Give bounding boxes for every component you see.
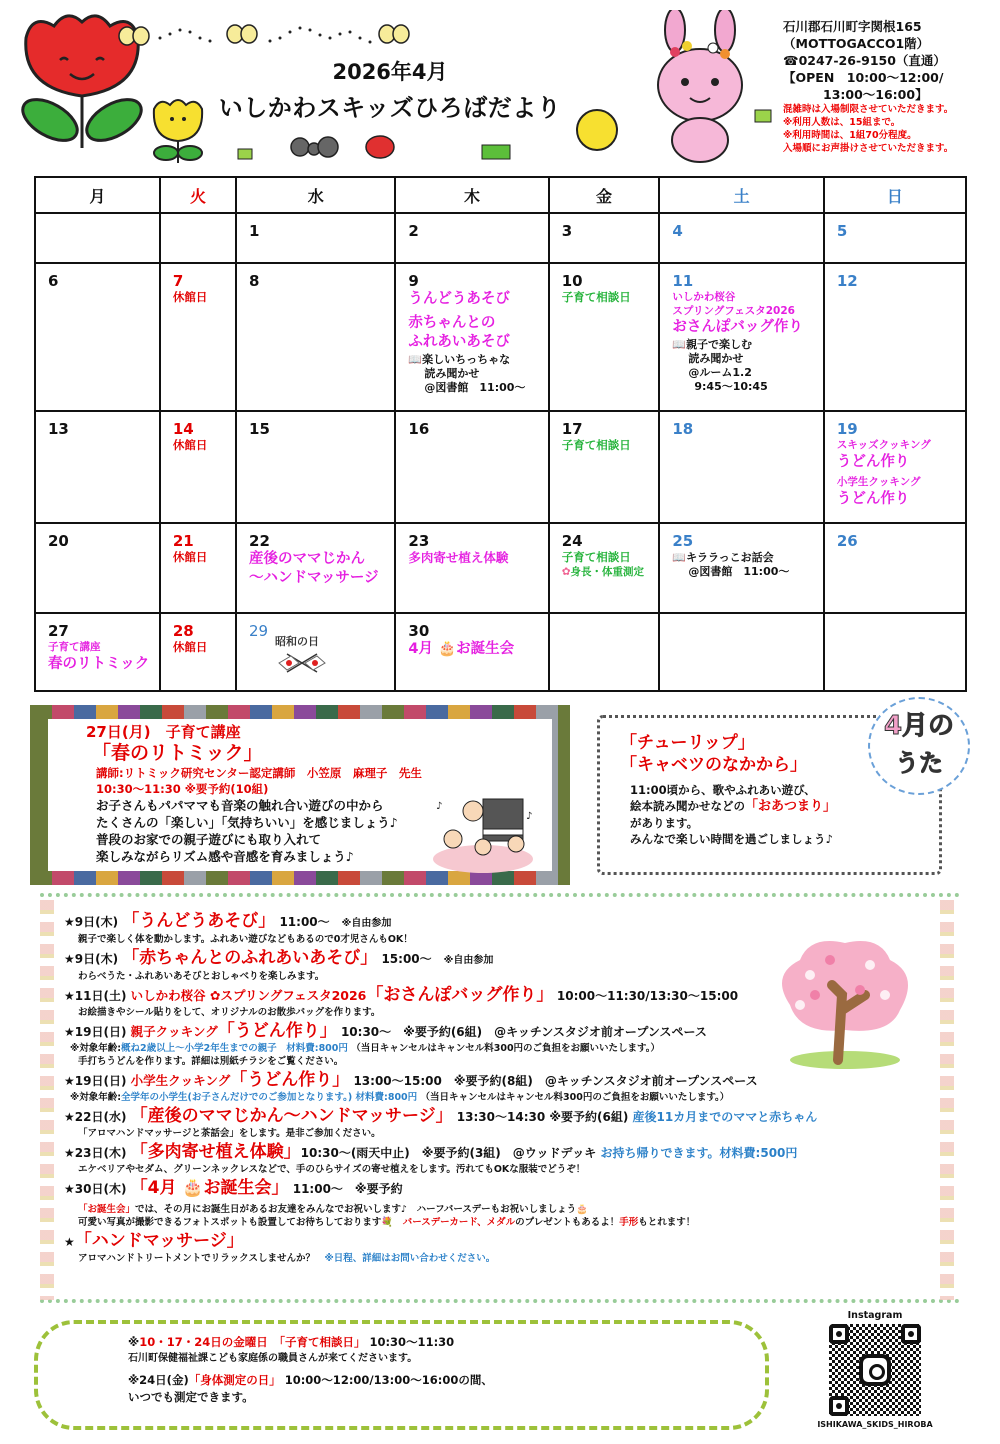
day-cell-25: 25 📖キララっこお話会 @図書館 11:00～ — [659, 523, 823, 613]
rhythmic-date: 27日(月) 子育て講座 — [86, 723, 241, 741]
svg-text:♪: ♪ — [436, 801, 443, 812]
day-cell-2: 2 — [395, 213, 548, 263]
day-cell-26: 26 — [824, 523, 966, 613]
rhythmic-body-1: お子さんもパパママも音楽の触れ合い遊びの中から — [96, 798, 384, 813]
weekday-fri: 金 — [549, 177, 660, 213]
rhythmic-body-2: たくさんの「楽しい」「気持ちいい」を感じましょう♪ — [96, 815, 398, 830]
song-text-1: 11:00頃から、歌やふれあい遊び、 — [630, 783, 816, 797]
song-1: 「チューリップ」 — [620, 733, 755, 753]
event-title: 「ハンドマッサージ」 — [74, 1231, 244, 1251]
day-cell-11: 11 いしかわ桜谷 スプリングフェスタ2026 おさんぽバッグ作り 📖親子で楽しむ 読み聞かせ @ルーム1.2 9:45～10:45 — [659, 263, 823, 411]
calendar-table — [34, 176, 967, 692]
event-undou-asobi: うんどうあそび — [408, 291, 510, 307]
week-row — [35, 411, 966, 523]
rhythmic-instructor: 講師:リトミック研究センター認定講師 小笠原 麻理子 先生 — [96, 766, 422, 780]
event-title: 「うどん作り」 — [217, 1021, 337, 1041]
rhythmic-body-4: 楽しみながらリズム感や音感を育みましょう♪ — [96, 849, 354, 864]
event-walk-bag: おさんぽバッグ作り — [672, 319, 803, 335]
instagram-label: Instagram — [847, 1310, 903, 1321]
day-cell-8: 8 — [236, 263, 395, 411]
event-item: ★30日(木) 「4月 🎂お誕生会」 11:00～ ※要予約 「お誕生会」では、その月にお誕生日があるお友達をみんなでお祝いします♪ ハーフバースデーもお祝いしましょう🎂 可愛い写真が撮影できるフォトスポットも設置してお待ちしております💐 バースデーカード、メダルのプレゼントもあるよ！手形もとれます！ — [64, 1178, 696, 1228]
day-cell-1: 1 — [236, 213, 395, 263]
newsletter-title: いしかわスキッズひろばだより — [218, 94, 562, 122]
rabbit-border-right — [940, 900, 954, 1300]
event-title: 「産後のママじかん～ハンドマッサージ」 — [130, 1106, 453, 1126]
week-row — [35, 523, 966, 613]
cake-icon: 🎂 — [438, 641, 457, 657]
day-cell-27: 27 子育て講座 春のリトミック — [35, 613, 160, 691]
weekday-mon: 月 — [35, 177, 160, 213]
weekday-sun: 日 — [824, 177, 966, 213]
day-cell-3: 3 — [549, 213, 660, 263]
day-cell-18: 18 — [659, 411, 823, 523]
day-cell-12: 12 — [824, 263, 966, 411]
event-item: ★19日(日) 親子クッキング「うどん作り」 10:30～ ※要予約(6組) @キッチンスタジオ前オープンスペース ※対象年齢:概ね2歳以上～小学2年生までの親子 材料費:800円 （当日キャンセルはキャンセル料300円のご負担をお願いいたします。） 手打ちうどんを作ります。詳細は別紙チラシをご覧ください。 — [64, 1021, 707, 1067]
rhythmic-time: 10:30～11:30 ※要予約(10組) — [96, 782, 269, 796]
piano-kids-illustration — [428, 789, 538, 875]
event-title: 「うどん作り」 — [230, 1070, 350, 1090]
event-item: ★9日(木) 「赤ちゃんとのふれあいあそび」 15:00～ ※自由参加 わらべうた・ふれあいあそびとおしゃべりを楽しみます。 — [64, 948, 494, 982]
day-cell-empty — [549, 613, 660, 691]
weekday-wed: 水 — [236, 177, 395, 213]
day-cell-empty — [659, 613, 823, 691]
day-cell-28: 28 休館日 — [160, 613, 236, 691]
japan-flags-icon — [277, 652, 327, 674]
song-text-3: があります。 — [630, 816, 699, 830]
day-cell-4: 4 — [659, 213, 823, 263]
day-cell-16: 16 — [395, 411, 548, 523]
weekday-tue: 火 — [160, 177, 236, 213]
day-cell-22: 22 産後のママじかん ～ハンドマッサージ — [236, 523, 395, 613]
event-item: ★11日(土) いしかわ桜谷 ✿スプリングフェスタ2026「おさんぽバッグ作り」 10:00～11:30/13:30～15:00 お絵描きやシール貼りをして、オリジナルのお散歩バッグを作ります。 — [64, 985, 739, 1018]
day-cell-empty — [824, 613, 966, 691]
rhythmic-body-3: 普段のお家での親子遊びにも取り入れて — [96, 832, 322, 847]
day-cell-empty — [35, 213, 160, 263]
song-text-2: 絵本読み聞かせなどの「おあつまり」 — [630, 799, 837, 814]
event-item: ★23日(木) 「多肉寄せ植え体験」10:30～(雨天中止) ※要予約(3組) @ウッドデッキ お持ち帰りできます。材料費:500円 エケベリアやセダム、グリーンネックレスなどで、手のひらサイズの寄せ植えをします。汚れてもOKな服装でどうぞ！ — [64, 1142, 798, 1175]
day-cell-6: 6 — [35, 263, 160, 411]
rhythmic-workshop-box — [30, 705, 570, 885]
closed-label: 休館日 — [172, 290, 208, 304]
event-item: ★22日(水) 「産後のママじかん～ハンドマッサージ」 13:30～14:30 ※要予約(6組) 産後11カ月までのママと赤ちゃん 「アロマハンドマッサージと茶話会」をします。是非ご参加ください。 — [64, 1106, 818, 1139]
event-item: ★9日(木) 「うんどうあそび」 11:00～ ※自由参加 親子で楽しく体を動かします。ふれあい遊びなどもあるので0才児さんもOK！ — [64, 911, 413, 945]
butterflies-dotted-line — [115, 8, 415, 48]
day-cell-19: 19 スキッズクッキング うどん作り 小学生クッキング うどん作り — [824, 411, 966, 523]
weekday-thu: 木 — [395, 177, 548, 213]
day-cell-20: 20 — [35, 523, 160, 613]
notice-1: 混雑時は入場制限させていただきます。 — [783, 104, 954, 115]
newsletter-month: 2026年4月 — [332, 60, 448, 84]
opening-hours-1: 【OPEN 10:00～12:00/ — [783, 70, 944, 85]
day-cell-14: 14 休館日 — [160, 411, 236, 523]
event-title: 「おさんぽバッグ作り」 — [366, 985, 545, 1005]
book-icon: 📖 — [672, 551, 687, 564]
building: （MOTTOGACCO1階） — [783, 36, 930, 51]
instagram-icon — [859, 1354, 891, 1386]
day-cell-empty — [160, 213, 236, 263]
instagram-handle: ISHIKAWA_SKIDS_HIROBA — [817, 1420, 933, 1429]
week-row — [35, 263, 966, 411]
consultation-detail: 石川町保健福祉課こども家庭係の職員さんが来てくださいます。 — [128, 1353, 418, 1364]
notice-3: ※利用時間は、1組70分程度。 — [783, 130, 917, 141]
event-title: 「うんどうあそび」 — [122, 911, 276, 931]
notice-4: 入場順にお声掛けさせていただきます。 — [783, 143, 954, 154]
instagram-qr-code[interactable] — [829, 1324, 921, 1416]
song-text-4: みんなで楽しい時間を過ごしましょう♪ — [630, 832, 833, 846]
showa-day-label: 昭和の日 — [275, 635, 320, 648]
rhythmic-title: 「春のリトミック」 — [92, 742, 263, 764]
song-2: 「キャベツのなかから」 — [620, 755, 807, 775]
event-title: 「多肉寄せ植え体験」 — [130, 1142, 301, 1162]
april-song-badge: 4月の うた — [868, 697, 970, 795]
day-cell-9: 9 うんどうあそび 赤ちゃんとの ふれあいあそび 📖楽しいちっちゃな 読み聞かせ @図書館 11:00～ — [395, 263, 548, 411]
day-cell-23: 23 多肉寄せ植え体験 — [395, 523, 548, 613]
day-cell-30: 30 4月 🎂お誕生会 — [395, 613, 548, 691]
consultation-info-box: ※10・17・24日の金曜日 「子育て相談日」 10:30～11:30 石川町保健福祉課こども家庭係の職員さんが来てくださいます。 ※24日(金)「身体測定の日」 10:00～12:00/13:00～16:00の間、 いつでも測定できます。 — [34, 1320, 769, 1430]
notice-2: ※利用人数は、15組まで。 — [783, 117, 901, 128]
day-cell-17: 17 子育て相談日 — [549, 411, 660, 523]
event-item: ★「ハンドマッサージ」 アロマハンドトリートメントでリラックスしませんか？ ※日程、詳細はお問い合わせください。 — [64, 1231, 496, 1264]
events-list — [64, 912, 924, 1268]
flower-icon: ✿ — [561, 566, 571, 578]
book-icon: 📖 — [672, 338, 687, 351]
day-cell-21: 21 休館日 — [160, 523, 236, 613]
day-cell-15: 15 — [236, 411, 395, 523]
phone-number: ☎0247-26-9150（直通） — [783, 53, 946, 68]
day-cell-10: 10 子育て相談日 — [549, 263, 660, 411]
event-item: ★19日(日) 小学生クッキング「うどん作り」 13:00～15:00 ※要予約(8組) @キッチンスタジオ前オープンスペース ※対象年齢:全学年の小学生(お子さんだけでのご参加となります。) 材料費:800円 （当日キャンセルはキャンセル料300円のご負担をお願いいたします。） — [64, 1070, 758, 1103]
event-title: 「赤ちゃんとのふれあいあそび」 — [122, 948, 378, 968]
book-icon: 📖 — [408, 353, 423, 366]
svg-text:♪: ♪ — [526, 811, 533, 822]
day-cell-29: 29 昭和の日 — [236, 613, 395, 691]
week-row — [35, 213, 966, 263]
event-title: 「4月 🎂お誕生会」 — [130, 1178, 289, 1198]
day-cell-5: 5 — [824, 213, 966, 263]
address: 石川郡石川町字関根165 — [783, 19, 922, 34]
facility-info — [783, 18, 998, 155]
day-cell-7: 7 休館日 — [160, 263, 236, 411]
week-row — [35, 613, 966, 691]
bugs-and-grass-illustration — [230, 125, 520, 165]
measurement-detail: いつでも測定できます。 — [128, 1390, 254, 1404]
event-baby-play-2: ふれあいあそび — [408, 334, 510, 350]
weekday-sat: 土 — [659, 177, 823, 213]
rabbit-border-left — [40, 900, 54, 1300]
weekday-header-row — [35, 177, 966, 213]
day-cell-24: 24 子育て相談日 ✿身長・体重測定 — [549, 523, 660, 613]
instagram-block — [815, 1310, 935, 1429]
day-cell-13: 13 — [35, 411, 160, 523]
event-baby-play-1: 赤ちゃんとの — [408, 315, 496, 331]
opening-hours-2: 13:00～16:00】 — [823, 87, 928, 102]
